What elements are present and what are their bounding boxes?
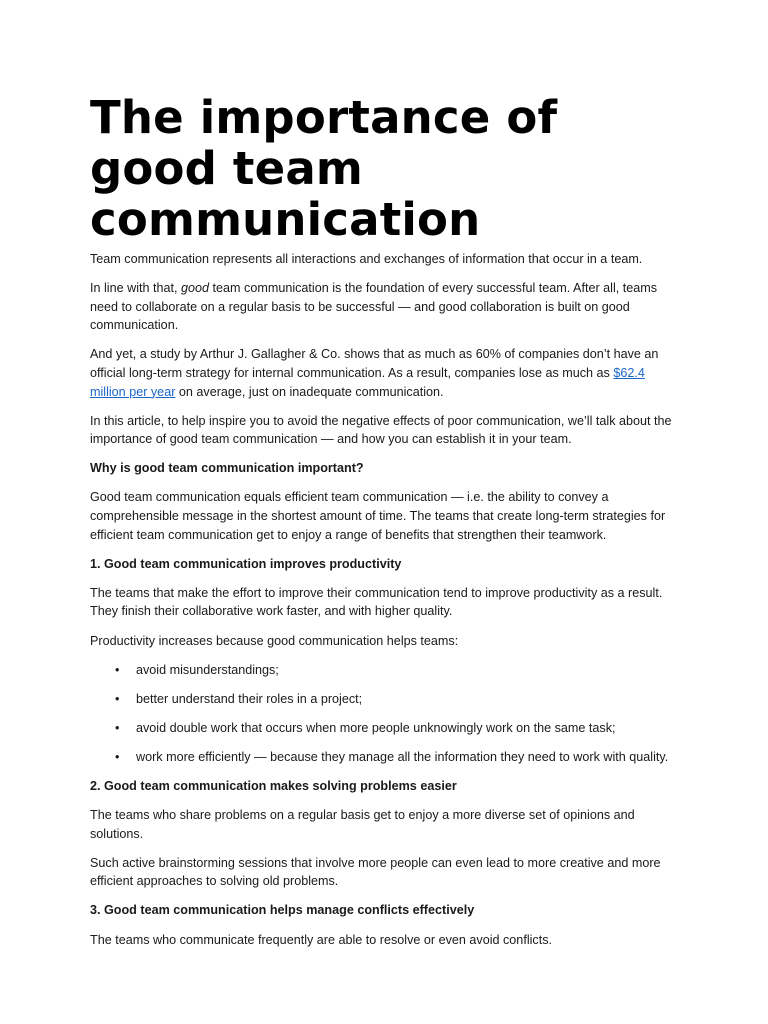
text-run: In line with that, [90,281,182,296]
list-item-text: better understand their roles in a project; [136,691,363,706]
list-item-text: work more efficiently — because they manage all the information they need to work with quality. [136,749,669,764]
article-intro-paragraph: In this article, to help inspire you to avoid the negative effects of poor communication, we’ll talk about the importance of good team communication — and how you can establish it in your team. [90,413,672,447]
page-title: The importance of good team communication [90,91,558,246]
text-run: on average, just on inadequate communication. [175,384,444,399]
foundation-paragraph [90,279,682,335]
conflicts-paragraph: The teams who communicate frequently are able to resolve or even avoid conflicts. [90,932,553,947]
problems-paragraph: The teams who share problems on a regular basis get to enjoy a more diverse set of opinions and solutions. [90,808,635,841]
benefits-list [90,661,682,767]
productivity-lead-paragraph: Productivity increases because good communication helps teams: [90,633,459,648]
section-heading-problems: 2. Good team communication makes solving problems easier [90,778,457,793]
text-run: And yet, a study by Arthur J. Gallagher & Co. shows that as much as 60% of companies don’t have an official long-term strategy for internal communication. As a result, companies lose as much as [90,347,659,380]
section-heading-why: Why is good team communication important? [90,461,364,476]
list-item-text: avoid double work that occurs when more people unknowingly work on the same task; [136,720,616,735]
document-page [90,92,682,960]
emphasis-text: good [181,281,210,296]
list-item-text: avoid misunderstandings; [136,662,279,677]
intro-paragraph: Team communication represents all interactions and exchanges of information that occur in a team. [90,252,643,266]
bullet-icon: • [115,749,120,764]
cost-link[interactable]: $62.4 million per year [90,365,645,399]
section-heading-productivity: 1. Good team communication improves productivity [90,556,402,571]
section-heading-conflicts: 3. Good team communication helps manage conflicts effectively [90,903,475,918]
list-item [115,661,682,680]
bullet-icon: • [115,662,120,677]
efficiency-paragraph: Good team communication equals efficient team communication — i.e. the ability to convey a comprehensible message in the shortest amount of time. The teams that create long-term strategies for efficient team communication get to enjoy a range of benefits that strengthen their teamwork. [90,490,666,542]
list-item [115,719,682,738]
bullet-icon: • [115,691,120,706]
bullet-icon: • [115,720,120,735]
productivity-paragraph: The teams that make the effort to improve their communication tend to improve productivity as a result. They finish their collaborative work faster, and with higher quality. [90,585,663,619]
text-run: team communication is the foundation of every successful team. After all, teams need to collaborate on a regular basis to be successful — and good collaboration is built on good communication. [90,281,658,333]
brainstorming-paragraph: Such active brainstorming sessions that involve more people can even lead to more creative and more efficient approaches to solving old problems. [90,855,661,889]
list-item [115,690,682,709]
list-item [115,748,682,767]
study-paragraph [90,345,682,401]
